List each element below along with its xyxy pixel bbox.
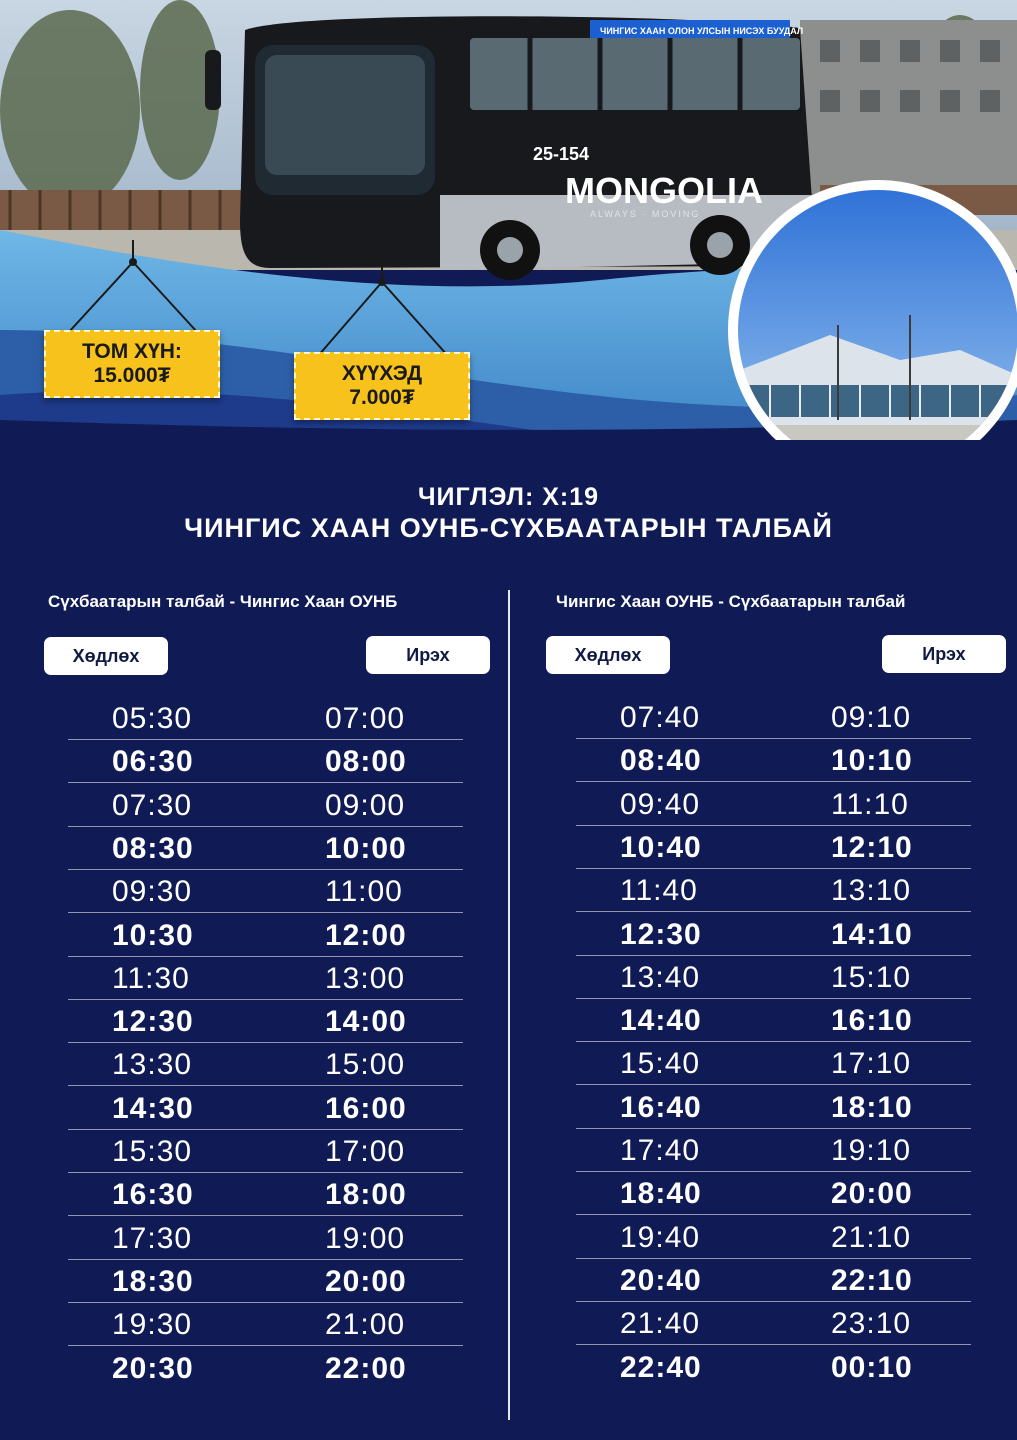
arrive-time: 19:00 <box>325 1221 406 1255</box>
depart-time: 16:40 <box>620 1090 702 1124</box>
depart-time: 17:30 <box>112 1221 193 1255</box>
arrive-time: 16:00 <box>325 1091 407 1125</box>
depart-time: 20:40 <box>620 1263 702 1297</box>
arrive-time: 20:00 <box>831 1177 913 1211</box>
schedule-left-arrive-header: Ирэх <box>366 636 490 674</box>
route-code-title: ЧИГЛЭЛ: Х:19 <box>417 483 600 511</box>
arrive-time: 13:00 <box>325 961 406 995</box>
depart-time: 15:30 <box>112 1135 193 1168</box>
depart-time: 07:30 <box>112 788 193 822</box>
depart-time: 20:30 <box>112 1351 194 1385</box>
schedule-left-row <box>68 697 463 740</box>
arrive-time: 19:10 <box>831 1134 912 1167</box>
schedule-left-row <box>68 914 463 957</box>
depart-time: 11:40 <box>620 874 698 908</box>
adult-price-label: ТОМ ХҮН: <box>82 340 182 363</box>
adult-price-tag <box>44 330 220 398</box>
child-price-tag <box>294 352 470 420</box>
arrive-time: 23:10 <box>831 1307 912 1341</box>
bus-image <box>205 16 812 280</box>
schedule-left-row <box>68 1303 463 1346</box>
depart-time: 19:40 <box>620 1220 701 1254</box>
depart-time: 16:30 <box>112 1178 194 1212</box>
schedule-divider <box>508 590 510 1420</box>
hero-banner <box>0 0 1017 440</box>
depart-time: 10:40 <box>620 830 702 864</box>
schedule-right-row <box>576 1129 971 1172</box>
schedule-right-row <box>576 783 971 826</box>
bus-brand: MONGOLIA <box>565 170 763 211</box>
depart-time: 18:40 <box>620 1177 702 1211</box>
schedule-right-arrive-header: Ирэх <box>882 635 1006 673</box>
arrive-time: 14:10 <box>831 917 913 951</box>
arrive-time: 18:00 <box>325 1178 407 1212</box>
schedule-left-title: Сүхбаатарын талбай - Чингис Хаан ОУНБ <box>48 592 398 611</box>
schedule-left-row <box>68 1087 463 1130</box>
schedule-left-row <box>68 1173 463 1216</box>
depart-time: 21:40 <box>620 1307 701 1341</box>
arrive-time: 13:10 <box>831 874 912 908</box>
child-price-label: ХҮҮХЭД <box>341 362 423 385</box>
schedule-right-row <box>576 1086 971 1129</box>
schedule-right-row <box>576 999 971 1042</box>
schedule-right-row <box>576 1346 971 1389</box>
arrive-time: 20:00 <box>325 1264 407 1298</box>
schedule-left-row <box>68 1043 463 1086</box>
arrive-time: 09:10 <box>831 701 912 734</box>
schedule-left-row <box>68 827 463 870</box>
depart-time: 12:30 <box>620 917 702 951</box>
schedule-left-row <box>68 1260 463 1303</box>
schedule-right-row <box>576 869 971 912</box>
schedule-right-row <box>576 696 971 739</box>
depart-time: 17:40 <box>620 1134 701 1167</box>
schedule-right-depart-header: Хөдлөх <box>546 636 670 674</box>
schedule-left-row <box>68 740 463 783</box>
schedule-right-row <box>576 739 971 782</box>
schedule-left-row <box>68 1000 463 1043</box>
schedule-right-row <box>576 1042 971 1085</box>
arrive-time: 15:10 <box>831 960 912 994</box>
arrive-time: 22:10 <box>831 1263 913 1297</box>
depart-time: 13:30 <box>112 1048 193 1082</box>
depart-time: 08:30 <box>112 831 194 865</box>
schedule-left-row <box>68 870 463 913</box>
arrive-time: 10:00 <box>325 831 407 865</box>
arrive-time: 07:00 <box>325 702 406 735</box>
depart-time: 08:40 <box>620 744 702 778</box>
arrive-time: 17:10 <box>831 1047 912 1081</box>
schedule-right-row <box>576 1302 971 1345</box>
depart-time: 09:30 <box>112 875 193 909</box>
arrive-time: 18:10 <box>831 1090 913 1124</box>
schedule-left-row <box>68 1347 463 1390</box>
bus-roof-banner: ЧИНГИС ХААН ОЛОН УЛСЫН НИСЭХ БУУДАЛ <box>600 26 804 36</box>
depart-time: 05:30 <box>112 702 193 735</box>
adult-price-value: 15.000₮ <box>93 364 171 387</box>
depart-time: 06:30 <box>112 745 194 779</box>
schedule-right-row <box>576 1172 971 1215</box>
depart-time: 14:30 <box>112 1091 194 1125</box>
depart-time: 07:40 <box>620 701 701 734</box>
bus-tagline: ALWAYS · MOVING <box>590 209 701 219</box>
arrive-time: 08:00 <box>325 745 407 779</box>
arrive-time: 09:00 <box>325 788 406 822</box>
arrive-time: 15:00 <box>325 1048 406 1082</box>
arrive-time: 11:10 <box>831 787 909 821</box>
arrive-time: 21:10 <box>831 1220 912 1254</box>
arrive-time: 17:00 <box>325 1135 406 1168</box>
schedule-right-row <box>576 1259 971 1302</box>
depart-time: 19:30 <box>112 1308 193 1342</box>
schedule-right-title: Чингис Хаан ОУНБ - Сүхбаатарын талбай <box>556 592 906 611</box>
schedule-right-row <box>576 913 971 956</box>
arrive-time: 11:00 <box>325 875 403 909</box>
depart-time: 11:30 <box>112 961 190 995</box>
schedule-left-row <box>68 1217 463 1260</box>
depart-time: 22:40 <box>620 1350 702 1384</box>
depart-time: 13:40 <box>620 960 701 994</box>
schedule-left-row <box>68 1130 463 1173</box>
depart-time: 18:30 <box>112 1264 194 1298</box>
route-name-title: ЧИНГИС ХААН ОУНБ-СҮХБААТАРЫН ТАЛБАЙ <box>184 513 833 543</box>
arrive-time: 10:10 <box>831 744 913 778</box>
arrive-time: 12:00 <box>325 918 407 952</box>
bus-route-badge: 25-154 <box>533 144 590 164</box>
depart-time: 10:30 <box>112 918 194 952</box>
schedule-right-row <box>576 956 971 999</box>
arrive-time: 21:00 <box>325 1308 406 1342</box>
schedule-right-row <box>576 1216 971 1259</box>
schedule-left-depart-header: Хөдлөх <box>44 637 168 675</box>
arrive-time: 14:00 <box>325 1005 407 1039</box>
child-price-value: 7.000₮ <box>349 386 415 409</box>
depart-time: 09:40 <box>620 787 701 821</box>
schedule-left-row <box>68 784 463 827</box>
depart-time: 15:40 <box>620 1047 701 1081</box>
arrive-time: 00:10 <box>831 1350 913 1384</box>
schedule-left-row <box>68 957 463 1000</box>
arrive-time: 16:10 <box>831 1004 913 1038</box>
arrive-time: 22:00 <box>325 1351 407 1385</box>
arrive-time: 12:10 <box>831 830 913 864</box>
depart-time: 14:40 <box>620 1004 702 1038</box>
schedule-right-row <box>576 826 971 869</box>
depart-time: 12:30 <box>112 1005 194 1039</box>
